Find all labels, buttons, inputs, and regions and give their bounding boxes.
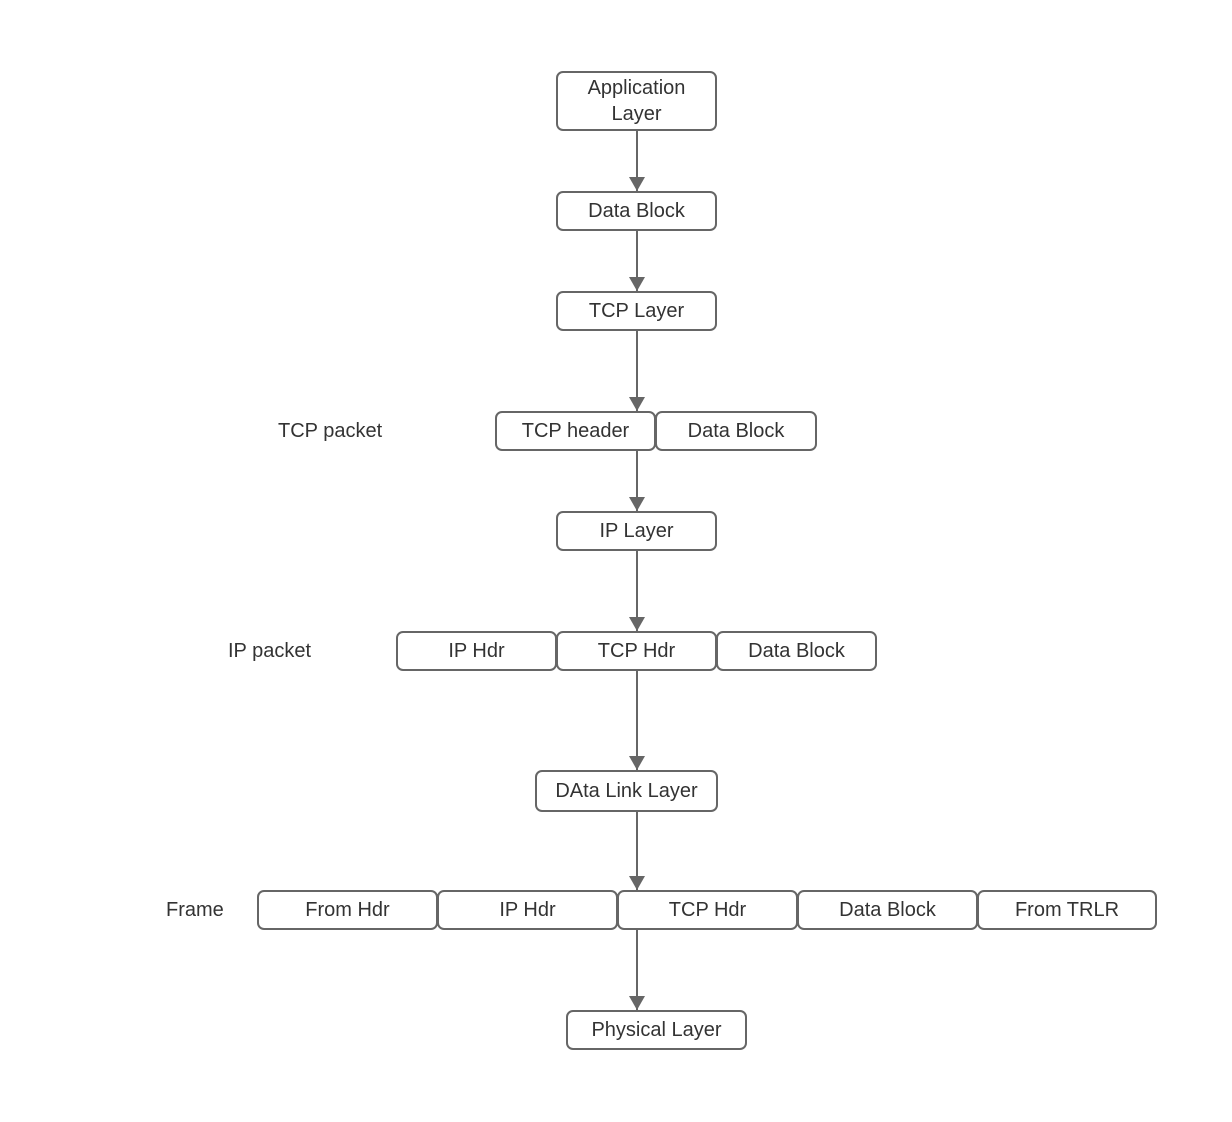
segment-frame-from-hdr: From Hdr — [257, 890, 438, 930]
connector-arrow-app-to-datablock — [636, 131, 638, 191]
node-data-link-layer: DAta Link Layer — [535, 770, 718, 812]
connector-arrow-ippacket-to-datalink — [636, 671, 638, 770]
row-label-tcp-packet: TCP packet — [278, 419, 383, 442]
row-label-frame: Frame — [166, 898, 224, 921]
segment-tcp-packet-data-block: Data Block — [655, 411, 817, 451]
connector-arrow-tcppacket-to-iplayer — [636, 451, 638, 511]
connector-arrow-frame-to-physical — [636, 930, 638, 1010]
segment-ip-packet-ip-hdr: IP Hdr — [396, 631, 557, 671]
segment-frame-ip-hdr: IP Hdr — [437, 890, 618, 930]
segment-frame-data-block: Data Block — [797, 890, 978, 930]
segment-ip-packet-tcp-hdr: TCP Hdr — [556, 631, 717, 671]
segment-ip-packet-data-block: Data Block — [716, 631, 877, 671]
segment-frame-tcp-hdr: TCP Hdr — [617, 890, 798, 930]
connector-arrow-datablock-to-tcplayer — [636, 231, 638, 291]
row-label-ip-packet: IP packet — [228, 639, 312, 662]
segment-frame-from-trlr: From TRLR — [977, 890, 1157, 930]
node-physical-layer: Physical Layer — [566, 1010, 747, 1050]
segment-tcp-header: TCP header — [495, 411, 656, 451]
connector-arrow-datalink-to-frame — [636, 812, 638, 890]
node-data-block-top: Data Block — [556, 191, 717, 231]
connector-arrow-tcplayer-to-tcppacket — [636, 331, 638, 411]
connector-arrow-iplayer-to-ippacket — [636, 551, 638, 631]
node-application-layer: Application Layer — [556, 71, 717, 131]
node-tcp-layer: TCP Layer — [556, 291, 717, 331]
node-ip-layer: IP Layer — [556, 511, 717, 551]
